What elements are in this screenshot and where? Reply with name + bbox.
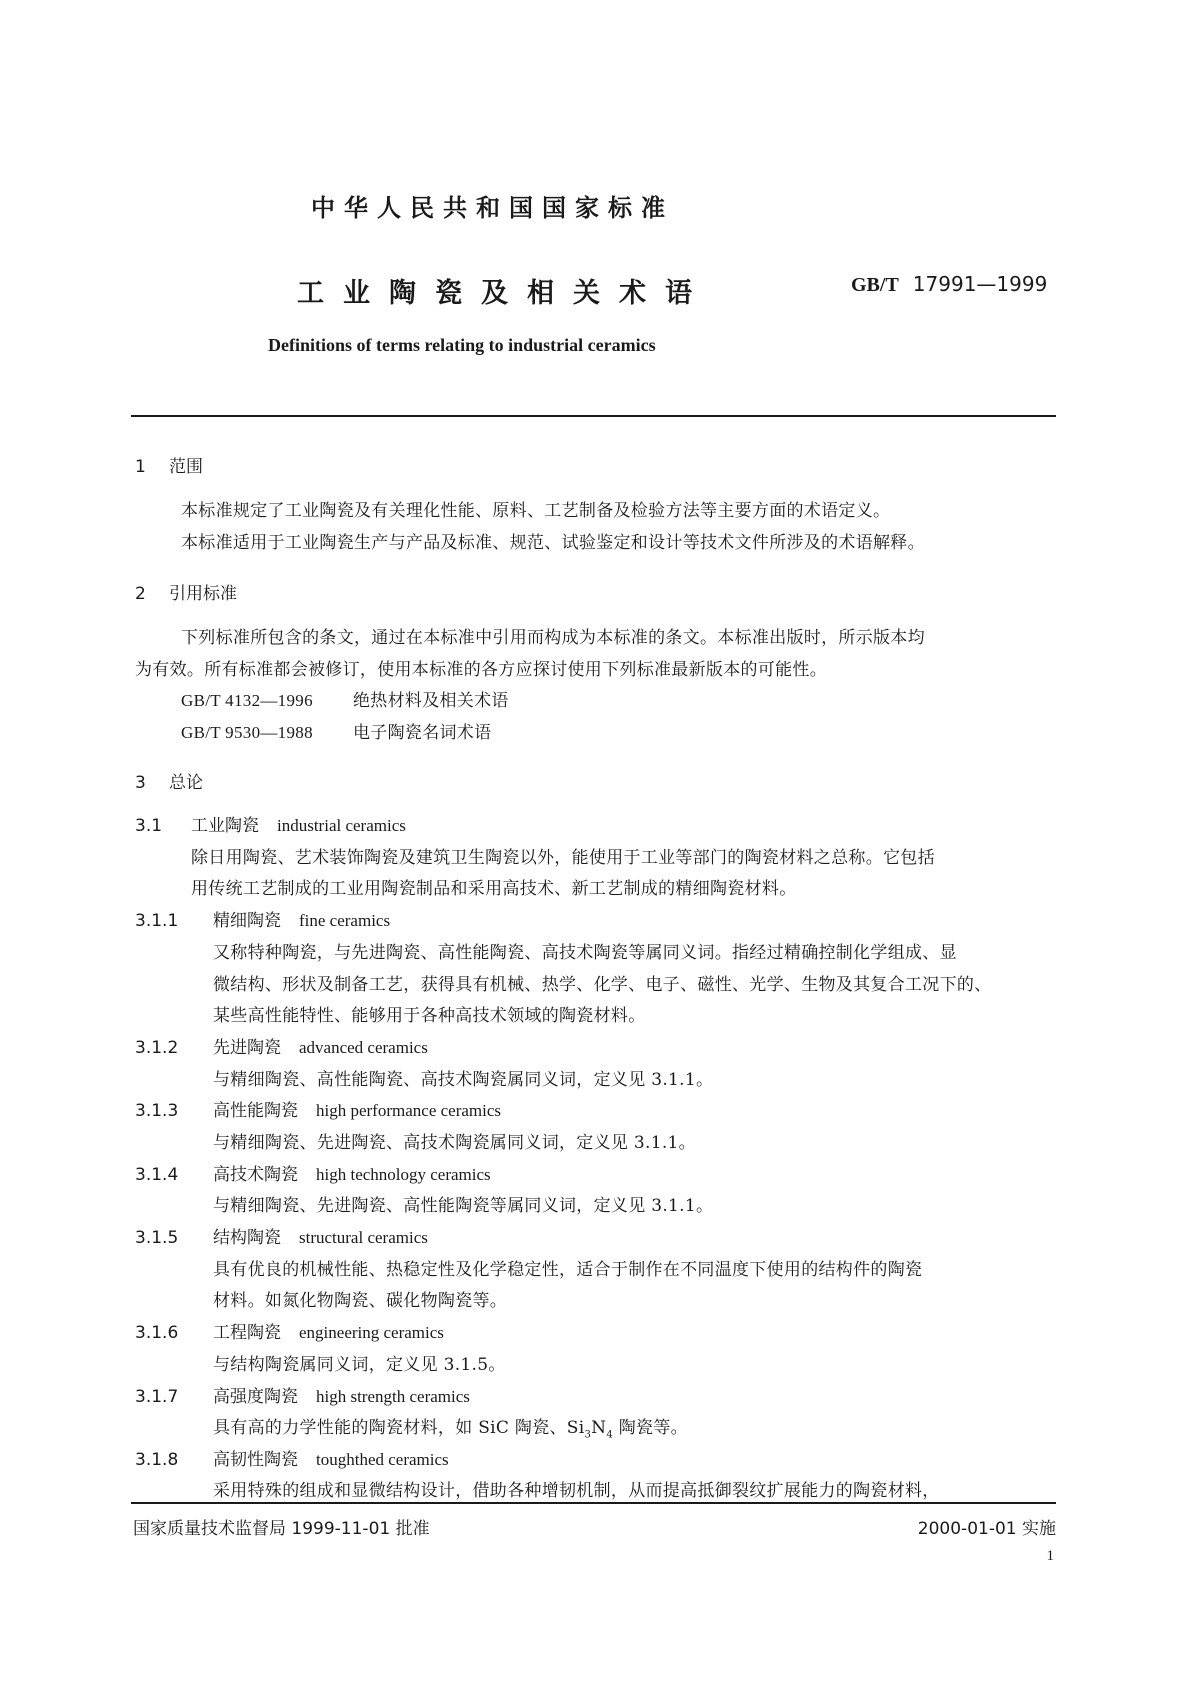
term-heading (135, 1445, 449, 1470)
national-standard-heading: 中华人民共和国国家标准 (311, 194, 674, 222)
term-chinese: 工程陶瓷 (213, 1323, 281, 1343)
paragraph: 本标准适用于工业陶瓷生产与产品及标准、规范、试验鉴定和设计等技术文件所涉及的术语解释。 (181, 533, 925, 553)
effective-date: 2000-01-01 实施 (917, 1519, 1056, 1539)
term-number: 3.1.7 (135, 1387, 179, 1407)
reference-item (181, 686, 509, 711)
term-english: high performance ceramics (316, 1101, 502, 1120)
term-chinese: 高强度陶瓷 (213, 1387, 298, 1407)
term-chinese: 高韧性陶瓷 (213, 1450, 298, 1470)
paragraph: 下列标准所包含的条文，通过在本标准中引用而构成为本标准的条文。本标准出版时，所示版本均 (181, 628, 925, 648)
term-number: 3.1.6 (135, 1323, 179, 1343)
definition-text: 陶瓷等。 (613, 1418, 688, 1438)
paragraph: 本标准规定了工业陶瓷及有关理化性能、原料、工艺制备及检验方法等主要方面的术语定义。 (181, 501, 891, 521)
term-english: high strength ceramics (316, 1387, 470, 1406)
section-2-heading (135, 579, 237, 604)
section-number: 1 (135, 457, 146, 477)
reference-item (181, 718, 491, 743)
page-number: 1 (1046, 1548, 1054, 1564)
term-english: high technology ceramics (316, 1165, 491, 1184)
term-heading (135, 1223, 428, 1248)
definition-line: 微结构、形状及制备工艺，获得具有机械、热学、化学、电子、磁性、光学、生物及其复合工况下的、 (213, 975, 992, 995)
term-english: structural ceramics (299, 1228, 428, 1247)
definition-line: 用传统工艺制成的工业用陶瓷制品和采用高技术、新工艺制成的精细陶瓷材料。 (191, 879, 797, 899)
term-heading (135, 1033, 428, 1058)
section-number: 3 (135, 773, 146, 793)
english-title: Definitions of terms relating to industrial ceramics (268, 335, 656, 355)
definition-line: 除日用陶瓷、艺术装饰陶瓷及建筑卫生陶瓷以外，能使用于工业等部门的陶瓷材料之总称。它包括 (191, 848, 935, 868)
header-divider (131, 415, 1056, 417)
reference-title: 绝热材料及相关术语 (353, 691, 509, 711)
definition-line: 与精细陶瓷、先进陶瓷、高性能陶瓷等属同义词，定义见 3.1.1。 (213, 1196, 714, 1216)
definition-line: 采用特殊的组成和显微结构设计，借助各种增韧机制，从而提高抵御裂纹扩展能力的陶瓷材料， (213, 1481, 940, 1501)
term-heading (135, 1382, 470, 1407)
approval-date: 国家质量技术监督局 1999-11-01 批准 (133, 1519, 430, 1539)
definition-line: 与精细陶瓷、高性能陶瓷、高技术陶瓷属同义词，定义见 3.1.1。 (213, 1070, 714, 1090)
definition-line: 又称特种陶瓷，与先进陶瓷、高性能陶瓷、高技术陶瓷等属同义词。指经过精确控制化学组成、显 (213, 943, 957, 963)
term-english: toughthed ceramics (316, 1450, 449, 1469)
definition-text: N (591, 1418, 607, 1438)
definition-line: 与精细陶瓷、先进陶瓷、高技术陶瓷属同义词，定义见 3.1.1。 (213, 1133, 696, 1153)
document-title: 工业陶瓷及相关术语 (297, 278, 711, 309)
term-number: 3.1.1 (135, 911, 179, 931)
definition-line: 与结构陶瓷属同义词，定义见 3.1.5。 (213, 1355, 506, 1375)
definition-line: 具有优良的机械性能、热稳定性及化学稳定性，适合于制作在不同温度下使用的结构件的陶瓷 (213, 1260, 923, 1280)
term-number: 3.1.5 (135, 1228, 179, 1248)
term-chinese: 精细陶瓷 (213, 911, 281, 931)
paragraph: 为有效。所有标准都会被修订，使用本标准的各方应探讨使用下列标准最新版本的可能性。 (135, 660, 827, 680)
term-chinese: 先进陶瓷 (213, 1038, 281, 1058)
term-number: 3.1.8 (135, 1450, 179, 1470)
term-number: 3.1.2 (135, 1038, 179, 1058)
term-chinese: 工业陶瓷 (191, 816, 259, 836)
term-chinese: 高技术陶瓷 (213, 1165, 298, 1185)
reference-code: GB/T 4132—1996 (181, 691, 313, 710)
subscript: 4 (606, 1429, 614, 1441)
definition-line: 某些高性能特性、能够用于各种高技术领域的陶瓷材料。 (213, 1006, 646, 1026)
term-english: engineering ceramics (299, 1323, 444, 1342)
section-title: 引用标准 (169, 584, 237, 604)
term-english: advanced ceramics (299, 1038, 428, 1057)
reference-code: GB/T 9530—1988 (181, 723, 313, 742)
definition-line: 材料。如氮化物陶瓷、碳化物陶瓷等。 (213, 1291, 508, 1311)
section-1-heading (135, 452, 203, 477)
term-chinese: 高性能陶瓷 (213, 1101, 298, 1121)
subscript: 3 (584, 1429, 592, 1441)
standard-code (851, 272, 1047, 297)
term-chinese: 结构陶瓷 (213, 1228, 281, 1248)
reference-title: 电子陶瓷名词术语 (353, 723, 492, 743)
term-english: industrial ceramics (277, 816, 406, 835)
definition-text: 具有高的力学性能的陶瓷材料，如 SiC 陶瓷、Si (213, 1418, 585, 1438)
term-heading (135, 906, 390, 931)
standard-number: 17991—1999 (912, 272, 1048, 296)
term-heading (135, 1096, 501, 1121)
section-3-heading (135, 768, 203, 793)
term-number: 3.1.3 (135, 1101, 179, 1121)
definition-line (213, 1413, 688, 1440)
section-number: 2 (135, 584, 146, 604)
footer-divider (131, 1502, 1056, 1504)
term-heading (135, 1318, 444, 1343)
section-title: 总论 (169, 773, 203, 793)
term-heading (135, 1160, 491, 1185)
section-title: 范围 (169, 457, 203, 477)
term-number: 3.1 (135, 816, 163, 836)
term-heading (135, 811, 406, 836)
term-english: fine ceramics (299, 911, 391, 930)
term-number: 3.1.4 (135, 1165, 179, 1185)
standard-prefix: GB/T (851, 274, 899, 296)
